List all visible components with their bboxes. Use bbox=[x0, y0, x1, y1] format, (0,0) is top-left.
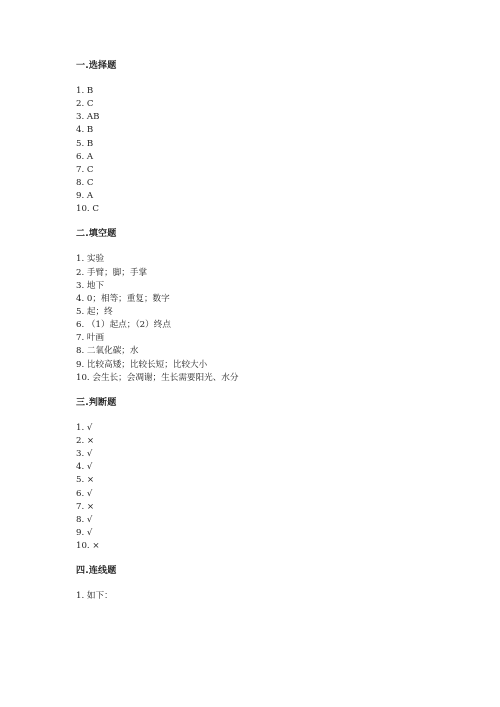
answer-item: 1. 实验 bbox=[76, 254, 105, 265]
section-matching bbox=[76, 565, 456, 603]
answer-list bbox=[76, 253, 456, 384]
answer-item: 3. AB bbox=[76, 112, 100, 123]
answer-item: 8. C bbox=[76, 177, 94, 188]
section-multiple-choice bbox=[76, 60, 456, 216]
answer-item: 8. 二氧化碳；水 bbox=[76, 346, 139, 357]
answer-item: 1. B bbox=[76, 86, 94, 96]
section-title: 四.连线题 bbox=[76, 566, 117, 577]
answer-item: 7. 叶画 bbox=[76, 333, 105, 344]
answer-item: 9. 比较高矮；比较长短；比较大小 bbox=[76, 359, 208, 370]
answer-item: 6. （1）起点；（2）终点 bbox=[76, 320, 171, 331]
answer-item: 6. A bbox=[76, 151, 94, 162]
answer-item: 1. 如下： bbox=[76, 591, 113, 602]
answer-item: 4. √ bbox=[76, 462, 93, 473]
answer-item: 10. C bbox=[76, 204, 99, 215]
answer-item: 1. √ bbox=[76, 422, 93, 433]
section-fill-in-blank bbox=[76, 228, 456, 384]
answer-list bbox=[76, 422, 456, 553]
answer-item: 8. √ bbox=[76, 514, 93, 525]
answer-item: 9. A bbox=[76, 191, 94, 202]
answer-item: 10. × bbox=[76, 541, 100, 552]
answer-item: 10. 会生长；会凋谢；生长需要阳光、水分 bbox=[76, 372, 239, 383]
answer-item: 2. C bbox=[76, 99, 94, 110]
answer-sheet bbox=[76, 60, 456, 603]
section-true-false bbox=[76, 397, 456, 553]
answer-item: 5. 起；终 bbox=[76, 306, 113, 317]
answer-item: 6. √ bbox=[76, 488, 93, 499]
section-title: 三.判断题 bbox=[76, 397, 117, 408]
answer-item: 3. 地下 bbox=[76, 280, 105, 291]
answer-list bbox=[76, 85, 456, 216]
answer-item: 3. √ bbox=[76, 449, 93, 460]
answer-item: 7. × bbox=[76, 501, 95, 512]
answer-item: 2. 手臂；脚；手掌 bbox=[76, 267, 148, 278]
answer-item: 5. × bbox=[76, 475, 95, 486]
section-title: 二.填空题 bbox=[76, 229, 117, 240]
answer-item: 7. C bbox=[76, 164, 94, 175]
answer-item: 2. × bbox=[76, 435, 95, 446]
answer-item: 4. B bbox=[76, 125, 94, 136]
answer-list bbox=[76, 590, 456, 603]
answer-item: 9. √ bbox=[76, 527, 93, 538]
section-title: 一.选择题 bbox=[76, 61, 117, 71]
answer-item: 4. 0；相等；重复；数字 bbox=[76, 293, 170, 304]
answer-item: 5. B bbox=[76, 138, 94, 149]
